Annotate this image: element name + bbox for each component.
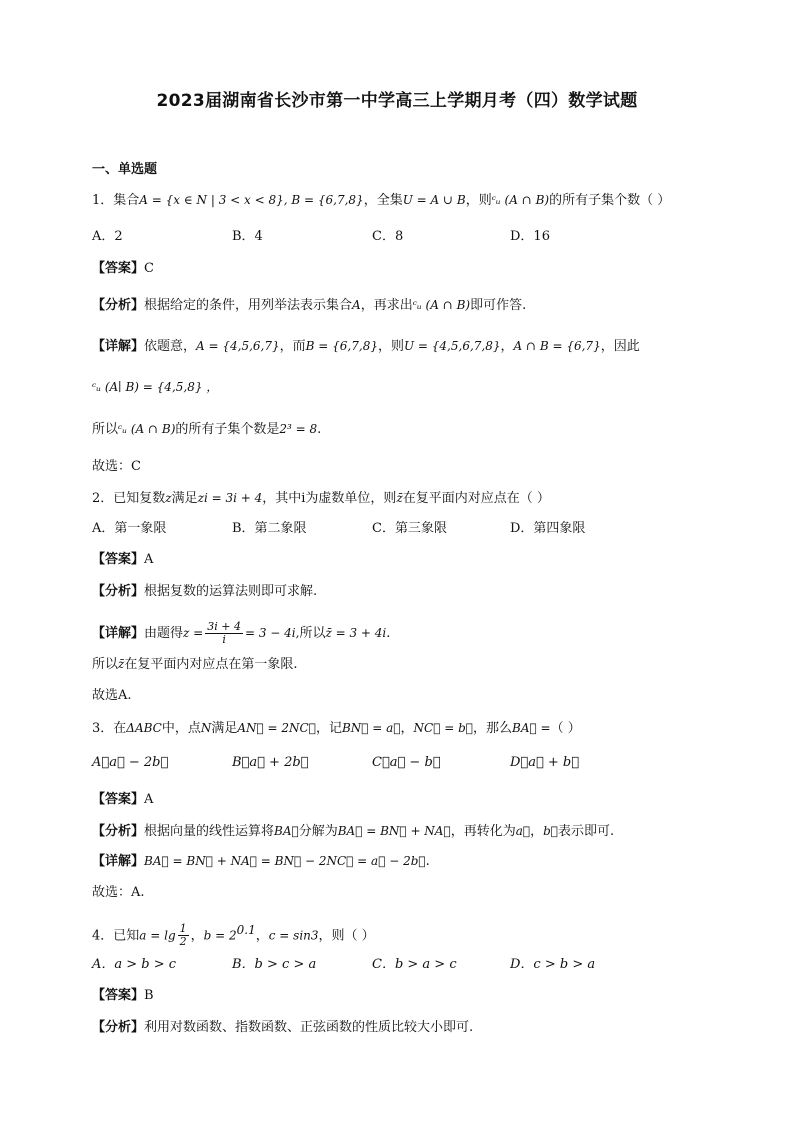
q3-analysis: 【分析】根据向量的线性运算将BA⃗分解为BA⃗ = BN⃗ + NA⃗，再转化为a⃗，b⃗表示即可.	[92, 824, 615, 839]
q2-detail: 【详解】由题得z = $\frac{3i + 4}{i}$ = 3 − 4i,所以z̄ = 3 + 4i.	[92, 620, 391, 646]
q2-conclusion: 故选A.	[92, 688, 132, 703]
q3-option-c: C．a⃗ − b⃗	[372, 755, 441, 770]
q2-fraction: $\frac{3i + 4}{i}$	[207, 620, 241, 646]
q4-fraction: $\frac{1}{2}$	[179, 922, 187, 949]
q1-detail-line3: 所以ᶜᵤ (A ∩ B)的所有子集个数是2³ = 8.	[92, 422, 322, 437]
q3-option-a: A．a⃗ − 2b⃗	[92, 755, 169, 770]
q2-option-d: D．第四象限	[510, 521, 586, 536]
q4-answer: 【答案】B	[92, 988, 154, 1003]
q2-option-c: C．第三象限	[372, 521, 447, 536]
q1-stem: 1．集合A = {x ∈ N | 3 < x < 8}, B = {6,7,8}，全集U = A ∪ B，则ᶜᵤ (A ∩ B)的所有子集个数（ ）	[92, 193, 671, 208]
q4-option-a: A．a > b > c	[92, 957, 177, 972]
q4-option-b: B．b > c > a	[232, 957, 317, 972]
q3-stem: 3．在ΔABC中，点N满足AN⃗ = 2NC⃗，记BN⃗ = a⃗，NC⃗ = b⃗，那么BA⃗ =（ ）	[92, 721, 581, 736]
page-title: 2023届湖南省长沙市第一中学高三上学期月考（四）数学试题	[156, 91, 638, 111]
q1-option-b: B．4	[232, 229, 263, 244]
q1-option-d: D．16	[510, 229, 550, 244]
q1-detail-line2: ᶜᵤ (A∣ B) = {4,5,8} ，	[92, 380, 219, 394]
section-heading: 一、单选题	[92, 162, 158, 177]
q3-option-b: B．a⃗ + 2b⃗	[232, 755, 309, 770]
q2-analysis: 【分析】根据复数的运算法则即可求解.	[92, 584, 318, 599]
q1-detail: 【详解】依题意，A = {4,5,6,7}，而B = {6,7,8}，则U = {4,5,6,7,8}，A ∩ B = {6,7}，因此	[92, 339, 640, 354]
q1-conclusion: 故选：C	[92, 459, 141, 474]
q1-answer: 【答案】C	[92, 261, 154, 276]
q3-answer: 【答案】A	[92, 792, 154, 807]
q3-option-d: D．a⃗ + b⃗	[510, 755, 580, 770]
q4-analysis: 【分析】利用对数函数、指数函数、正弦函数的性质比较大小即可.	[92, 1020, 474, 1035]
q1-analysis: 【分析】根据给定的条件，用列举法表示集合A，再求出ᶜᵤ (A ∩ B)即可作答.	[92, 298, 527, 313]
q2-stem: 2．已知复数z满足zi = 3i + 4，其中i为虚数单位，则z̄在复平面内对应点在（ ）	[92, 491, 550, 506]
q4-option-c: C．b > a > c	[372, 957, 457, 972]
q1-option-c: C．8	[372, 229, 404, 244]
q2-detail-line2: 所以z̄在复平面内对应点在第一象限.	[92, 657, 298, 672]
q3-conclusion: 故选：A.	[92, 885, 145, 900]
q1-option-a: A．2	[92, 229, 123, 244]
q4-stem: 4．已知a = lg $\frac{1}{2}$ ，$b = 2^{0.1}$，c = sin3，则（ ）	[92, 922, 375, 949]
q4-option-d: D．c > b > a	[510, 957, 596, 972]
q3-detail: 【详解】BA⃗ = BN⃗ + NA⃗ = BN⃗ − 2NC⃗ = a⃗ − 2b⃗.	[92, 854, 430, 869]
q2-answer: 【答案】A	[92, 552, 154, 567]
q2-option-b: B．第二象限	[232, 521, 307, 536]
q2-option-a: A．第一象限	[92, 521, 167, 536]
